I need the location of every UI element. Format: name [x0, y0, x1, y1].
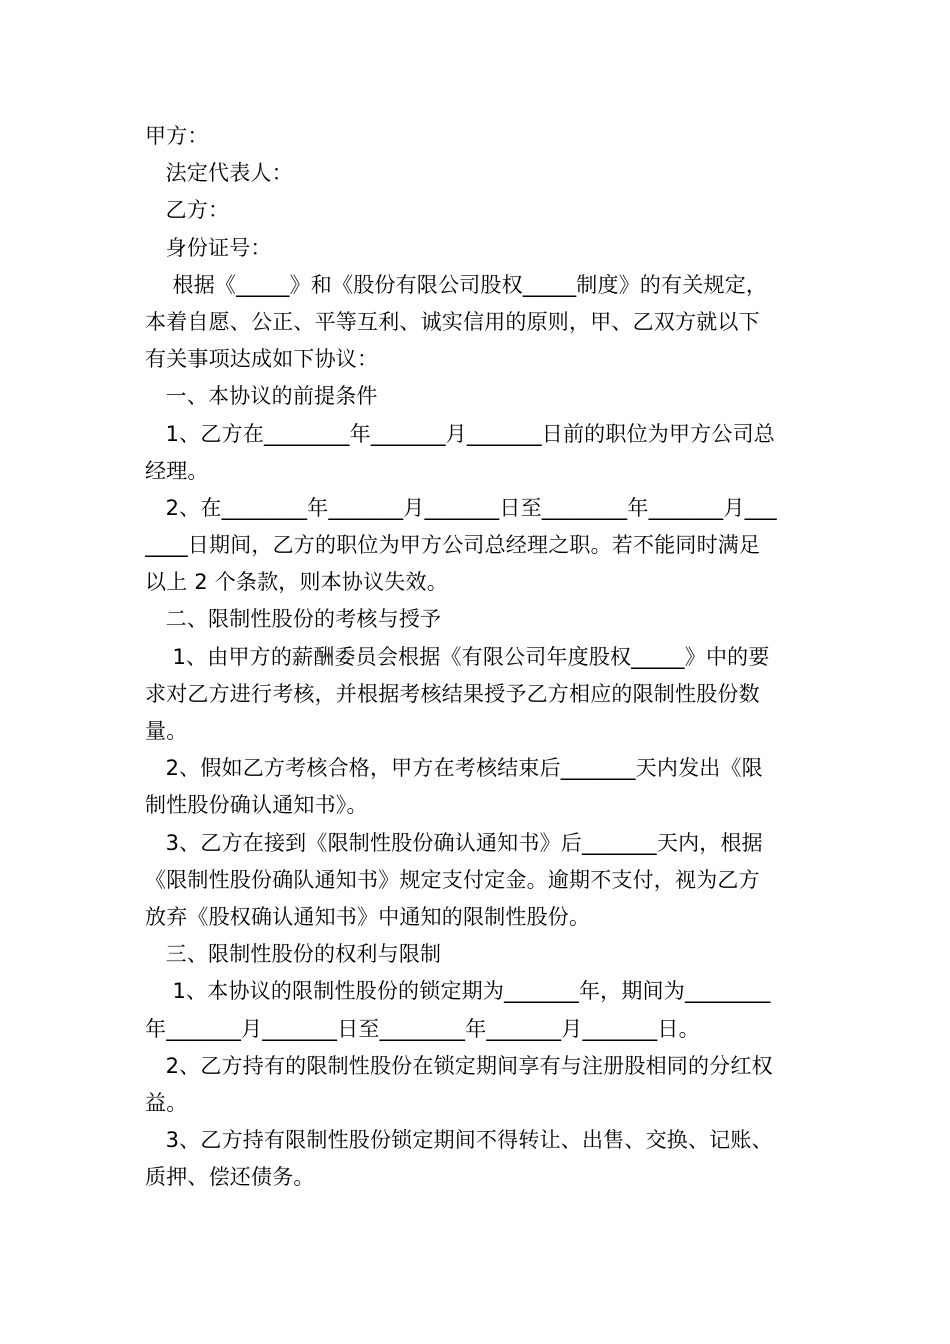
legal-representative-label: 法定代表人： — [145, 161, 293, 186]
id-number-label: 身份证号： — [145, 235, 272, 260]
clause-2-2-line-2: 制性股份确认通知书》。 — [145, 793, 368, 818]
clause-2-1-line-1: 1、由甲方的薪酬委员会根据《有限公司年度股权_____》中的要 — [145, 644, 770, 669]
preamble-line-1: 根据《_____》和《股份有限公司股权_____制度》的有关规定， — [145, 272, 768, 297]
clause-2-2-line-1: 2、假如乙方考核合格，甲方在考核结束后_______天内发出《限 — [145, 756, 763, 781]
clause-2-1-line-2: 求对乙方进行考核，并根据考核结果授予乙方相应的限制性股份数 — [145, 681, 760, 706]
section-1-heading: 一、本协议的前提条件 — [145, 384, 378, 409]
clause-3-1-line-2: 年_______月_______日至________年_______月_______日。 — [145, 1016, 700, 1041]
clause-3-3-line-1: 3、乙方持有限制性股份锁定期间不得转让、出售、交换、记账、 — [145, 1128, 773, 1153]
clause-1-2-line-2: ____日期间，乙方的职位为甲方公司总经理之职。若不能同时满足 — [145, 533, 761, 558]
clause-2-1-line-3: 量。 — [145, 719, 188, 743]
preamble-line-3: 有关事项达成如下协议： — [145, 347, 379, 372]
section-2-heading: 二、限制性股份的考核与授予 — [145, 607, 442, 632]
party-b-label: 乙方： — [145, 198, 230, 223]
party-a-label: 甲方： — [145, 124, 209, 148]
clause-3-1-line-1: 1、本协议的限制性股份的锁定期为_______年，期间为________ — [145, 979, 771, 1004]
agreement-body — [145, 118, 810, 1196]
clause-2-3-line-1: 3、乙方在接到《限制性股份确认通知书》后_______天内，根据 — [145, 830, 763, 855]
clause-3-3-line-2: 质押、偿还债务。 — [145, 1165, 315, 1190]
clause-1-2-line-3: 以上 2 个条款，则本协议失效。 — [145, 570, 448, 595]
clause-1-1-line-2: 经理。 — [145, 458, 209, 483]
clause-2-3-line-2: 《限制性股份确队通知书》规定支付定金。逾期不支付，视为乙方 — [145, 867, 760, 892]
clause-1-2-line-1: 2、在________年_______月_______日至________年_______月___ — [145, 495, 777, 520]
clause-1-1-line-1: 1、乙方在________年_______月_______日前的职位为甲方公司总 — [145, 421, 775, 446]
clause-3-2-line-2: 益。 — [145, 1090, 188, 1115]
section-3-heading: 三、限制性股份的权利与限制 — [145, 942, 442, 967]
preamble-line-2: 本着自愿、公正、平等互利、诚实信用的原则，甲、乙双方就以下 — [145, 309, 760, 334]
clause-2-3-line-3: 放弃《股权确认通知书》中通知的限制性股份。 — [145, 904, 591, 929]
clause-3-2-line-1: 2、乙方持有的限制性股份在锁定期间享有与注册股相同的分红权 — [145, 1053, 773, 1078]
